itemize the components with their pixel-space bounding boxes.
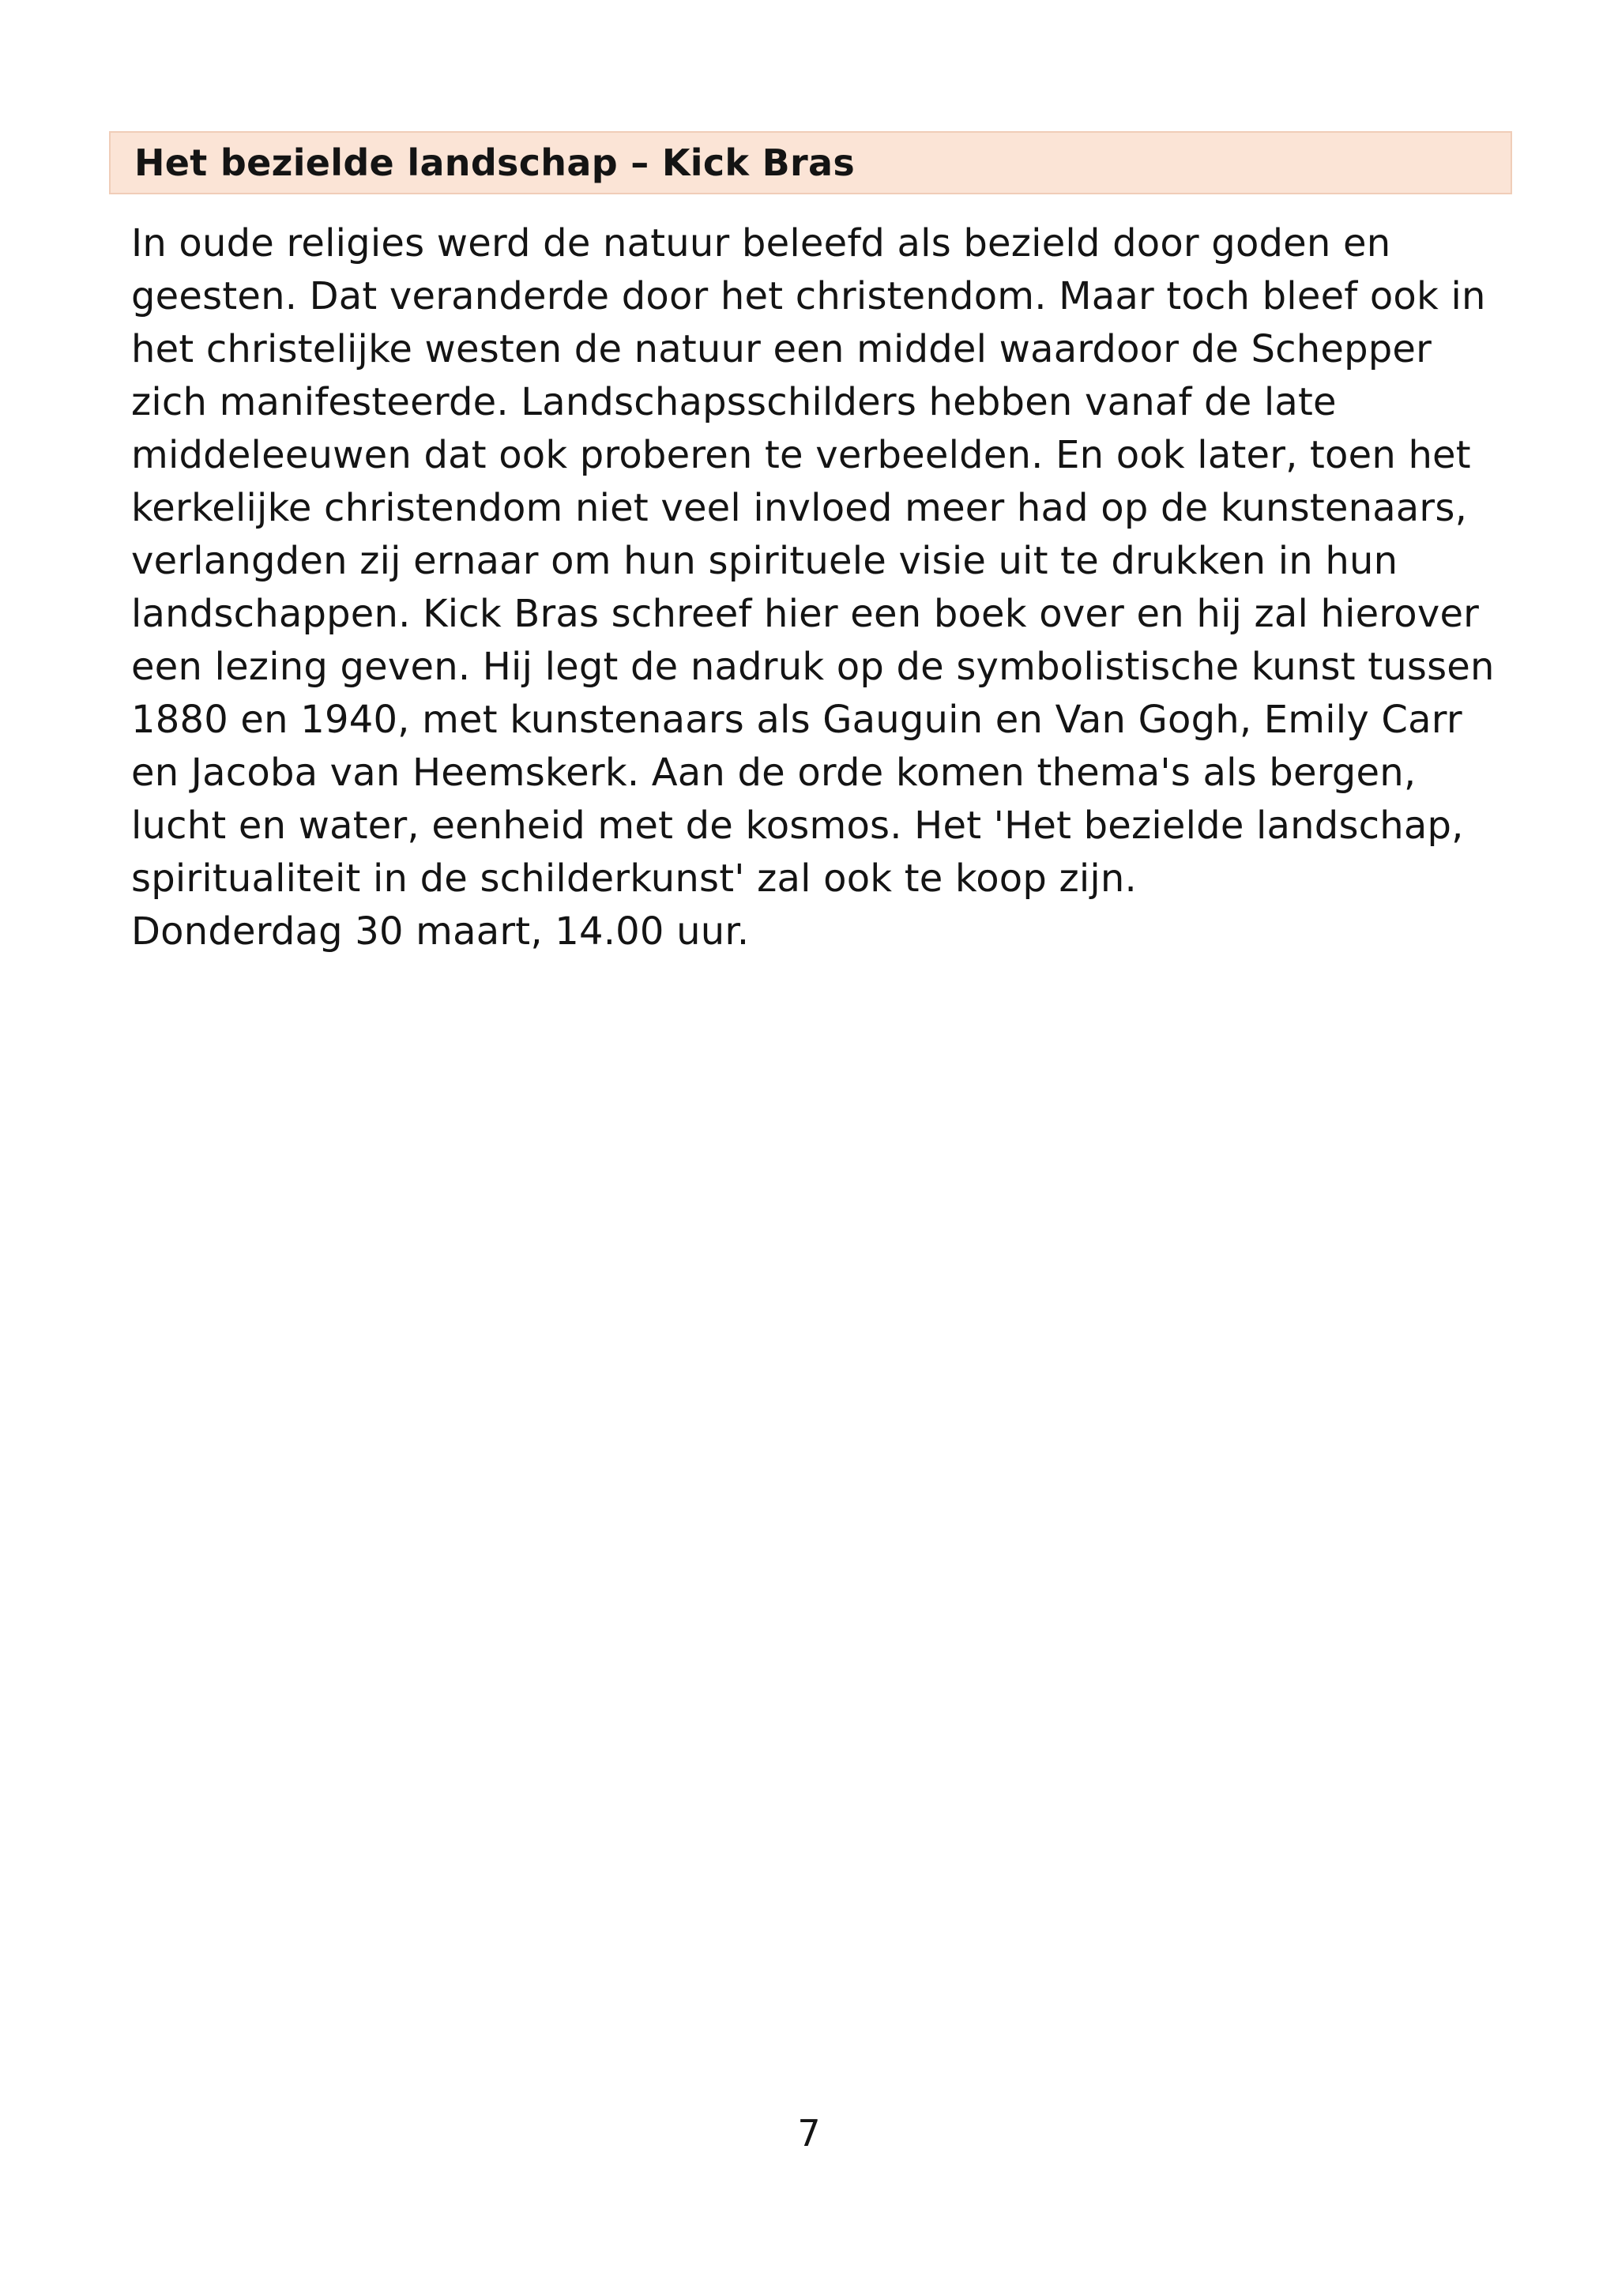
page-number: 7 <box>797 2112 821 2155</box>
body-line: landschappen. Kick Bras schreef hier een boek over en hij zal hierover <box>131 592 1480 636</box>
body-line: een lezing geven. Hij legt de nadruk op de symbolistische kunst tussen <box>131 645 1495 689</box>
body-line: spiritualiteit in de schilderkunst' zal ook te koop zijn. <box>131 856 1138 901</box>
body-line: zich manifesteerde. Landschapsschilders hebben vanaf de late <box>131 380 1337 424</box>
article-heading-bar <box>109 131 1512 194</box>
body-line: het christelijke westen de natuur een middel waardoor de Schepper <box>131 327 1432 371</box>
body-line: In oude religies werd de natuur beleefd als bezield door goden en <box>131 221 1391 265</box>
article-title: Het bezielde landschap – Kick Bras <box>134 141 856 184</box>
event-date-line: Donderdag 30 maart, 14.00 uur. <box>131 909 750 954</box>
body-line: lucht en water, eenheid met de kosmos. Het 'Het bezielde landschap, <box>131 804 1464 848</box>
article-body <box>131 217 1522 958</box>
body-line: geesten. Dat veranderde door het christendom. Maar toch bleef ook in <box>131 274 1486 318</box>
body-line: 1880 en 1940, met kunstenaars als Gauguin en Van Gogh, Emily Carr <box>131 698 1462 742</box>
body-line: verlangden zij ernaar om hun spirituele visie uit te drukken in hun <box>131 539 1398 583</box>
body-line: middeleeuwen dat ook proberen te verbeelden. En ook later, toen het <box>131 433 1471 477</box>
body-line: en Jacoba van Heemskerk. Aan de orde komen thema's als bergen, <box>131 751 1417 795</box>
body-line: kerkelijke christendom niet veel invloed meer had op de kunstenaars, <box>131 486 1468 530</box>
